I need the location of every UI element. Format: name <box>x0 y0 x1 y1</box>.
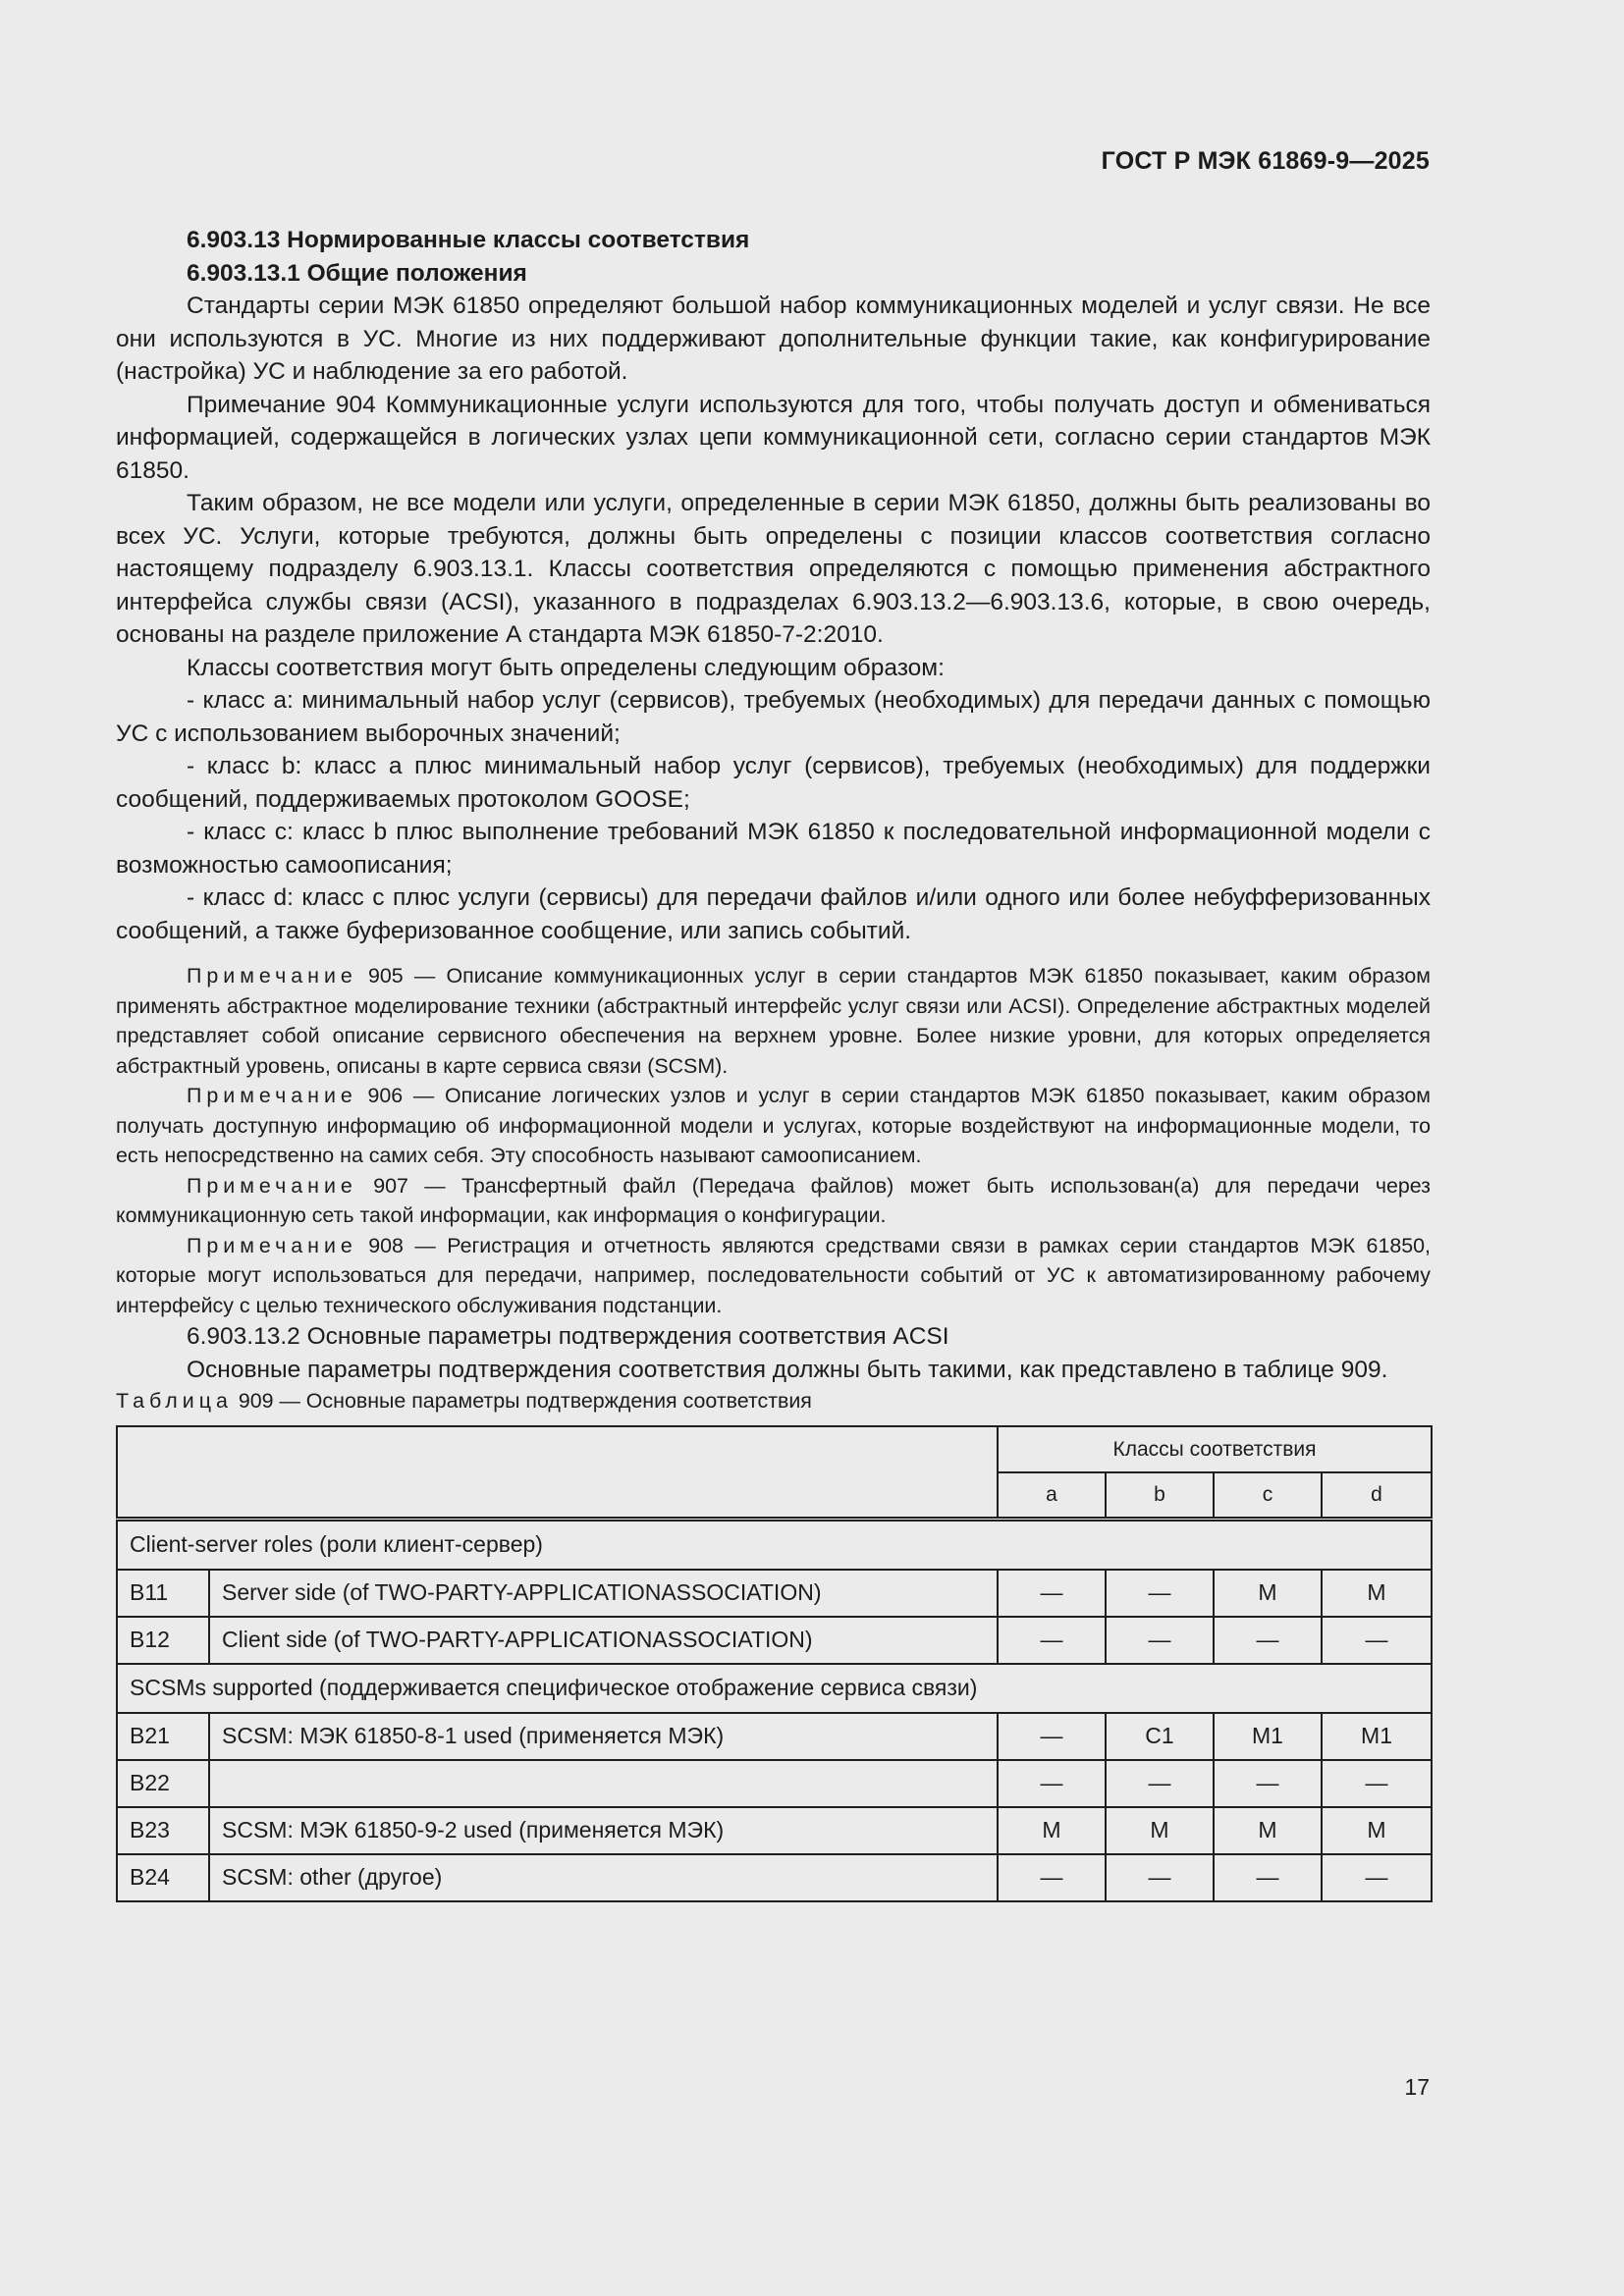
value-cell: M <box>1322 1570 1432 1617</box>
value-cell: — <box>1322 1854 1432 1901</box>
paragraph: Таким образом, не все модели или услуги, определенные в серии МЭК 61850, должны быть реализованы во всех УС. Услуги, которые требуются, должны быть определены с позиции классов соответствия согласно настоящему подразделу 6.903.13.1. Классы соответствия определяются с помощью применения абстрактного интерфейса службы связи (ACSI), указанного в подразделах 6.903.13.2—6.903.13.6, которые, в свою очередь, основаны на разделе приложение А стандарта МЭК 61850-7-2:2010. <box>116 490 1431 648</box>
table-row <box>117 1617 1432 1664</box>
page-number: 17 <box>1404 2074 1430 2100</box>
value-cell: — <box>998 1617 1106 1664</box>
paragraph: Классы соответствия могут быть определены следующим образом: <box>187 654 945 681</box>
note-text: 906 — Описание логических узлов и услуг в серии стандартов МЭК 61850 показывает, каким образом получать доступную информацию об информационной модели и услугах, которые воздействуют на информационные модели, то есть непосредственно на самих себя. Эту способность называют самоописанием. <box>116 1084 1431 1167</box>
class-item: - класс а: минимальный набор услуг (сервисов), требуемых (необходимых) для передачи данных с помощью УС с использованием выборочных значений; <box>116 687 1431 747</box>
value-cell: — <box>1214 1854 1322 1901</box>
table-caption <box>116 1386 1431 1415</box>
note <box>116 1231 1431 1321</box>
subsection-title: 6.903.13.2 Основные параметры подтверждения соответствия ACSI <box>187 1323 949 1350</box>
paragraph: Стандарты серии МЭК 61850 определяют большой набор коммуникационных моделей и услуг связи. Не все они используются в УС. Многие из них поддерживают дополнительные функции такие, как конфигурирование (настройка) УС и наблюдение за его работой. <box>116 293 1431 385</box>
table-corner-cell <box>117 1426 998 1520</box>
note-text: 905 — Описание коммуникационных услуг в серии стандартов МЭК 61850 показывает, каким образом применять абстрактное моделирование техники (абстрактный интерфейс услуг связи или ACSI). Определение абстрактных моделей представляет собой описание сервисного обеспечения на верхнем уровне. Более низкие уровни, для которых определяется абстрактный уровень, описаны в карте сервиса связи (SCSM). <box>116 964 1431 1078</box>
table-row <box>117 1807 1432 1854</box>
paragraph: Основные параметры подтверждения соответствия должны быть такими, как представлено в таблице 909. <box>187 1356 1388 1383</box>
column-header: c <box>1214 1472 1322 1520</box>
table-caption-label: Таблица <box>116 1389 233 1413</box>
row-description: SCSM: other (другое) <box>209 1854 998 1901</box>
row-description: SCSM: МЭК 61850-8-1 used (применяется МЭК) <box>209 1713 998 1760</box>
table-row <box>117 1570 1432 1617</box>
column-group-header: Классы соответствия <box>998 1426 1432 1472</box>
table-row <box>117 1854 1432 1901</box>
table-row <box>117 1760 1432 1807</box>
value-cell: M <box>998 1807 1106 1854</box>
value-cell: — <box>1322 1617 1432 1664</box>
note-label: Примечание <box>187 1233 357 1257</box>
class-item: - класс d: класс с плюс услуги (сервисы) для передачи файлов и/или одного или более небуфферизованных сообщений, а также буферизованное сообщение, или запись событий. <box>116 884 1431 944</box>
value-cell: — <box>1322 1760 1432 1807</box>
column-header: b <box>1106 1472 1214 1520</box>
note-label: Примечание <box>187 964 357 988</box>
note <box>116 1171 1431 1231</box>
table-group-title: Client-server roles (роли клиент-сервер) <box>117 1520 1432 1571</box>
value-cell: M1 <box>1322 1713 1432 1760</box>
table-row <box>117 1713 1432 1760</box>
paragraph: Примечание 904 Коммуникационные услуги используются для того, чтобы получать доступ и обмениваться информацией, содержащейся в логических узлах цепи коммуникационной сети, согласно серии стандартов МЭК 61850. <box>116 391 1431 484</box>
standard-code: ГОСТ Р МЭК 61869-9—2025 <box>1101 147 1430 175</box>
value-cell: — <box>1106 1760 1214 1807</box>
column-header: a <box>998 1472 1106 1520</box>
value-cell: — <box>998 1570 1106 1617</box>
document-body <box>116 224 1431 1902</box>
note-text: 908 — Регистрация и отчетность являются средствами связи в рамках серии стандартов МЭК 61850, которые могут использоваться для передачи, например, последовательности событий от УС к автоматизированному рабочему интерфейсу с целью технического обслуживания подстанции. <box>116 1233 1431 1317</box>
value-cell: — <box>1214 1617 1322 1664</box>
conformance-table <box>116 1425 1433 1902</box>
row-description: Server side (of TWO-PARTY-APPLICATIONASSOCIATION) <box>209 1570 998 1617</box>
row-id: B21 <box>117 1713 209 1760</box>
note <box>116 961 1431 1081</box>
note-label: Примечание <box>187 1173 357 1198</box>
value-cell: — <box>998 1854 1106 1901</box>
value-cell: M1 <box>1214 1713 1322 1760</box>
row-description <box>209 1760 998 1807</box>
value-cell: C1 <box>1106 1713 1214 1760</box>
value-cell: M <box>1214 1570 1322 1617</box>
value-cell: — <box>1106 1854 1214 1901</box>
table-caption-text: 909 — Основные параметры подтверждения соответствия <box>238 1389 812 1413</box>
row-id: B11 <box>117 1570 209 1617</box>
value-cell: — <box>998 1760 1106 1807</box>
value-cell: — <box>1214 1760 1322 1807</box>
value-cell: M <box>1214 1807 1322 1854</box>
value-cell: — <box>1106 1617 1214 1664</box>
row-id: B23 <box>117 1807 209 1854</box>
class-item: - класс с: класс b плюс выполнение требований МЭК 61850 к последовательной информационной модели с возможностью самоописания; <box>116 819 1431 879</box>
value-cell: — <box>998 1713 1106 1760</box>
value-cell: M <box>1322 1807 1432 1854</box>
subsection-heading: 6.903.13.1 Общие положения <box>187 259 527 287</box>
row-id: B12 <box>117 1617 209 1664</box>
row-description: SCSM: МЭК 61850-9-2 used (применяется МЭК) <box>209 1807 998 1854</box>
value-cell: — <box>1106 1570 1214 1617</box>
note-label: Примечание <box>187 1084 357 1107</box>
column-header: d <box>1322 1472 1432 1520</box>
table-group-title: SCSMs supported (поддерживается специфическое отображение сервиса связи) <box>117 1664 1432 1713</box>
row-description: Client side (of TWO-PARTY-APPLICATIONASSOCIATION) <box>209 1617 998 1664</box>
row-id: B22 <box>117 1760 209 1807</box>
value-cell: M <box>1106 1807 1214 1854</box>
note <box>116 1081 1431 1171</box>
section-heading: 6.903.13 Нормированные классы соответствия <box>187 227 750 253</box>
row-id: B24 <box>117 1854 209 1901</box>
class-item: - класс b: класс а плюс минимальный набор услуг (сервисов), требуемых (необходимых) для поддержки сообщений, поддерживаемых протоколом GOOSE; <box>116 753 1431 813</box>
note-text: 907 — Трансфертный файл (Передача файлов) может быть использован(а) для передачи через коммуникационную сеть такой информации, как информация о конфигурации. <box>116 1173 1431 1227</box>
notes-block <box>116 961 1431 1320</box>
